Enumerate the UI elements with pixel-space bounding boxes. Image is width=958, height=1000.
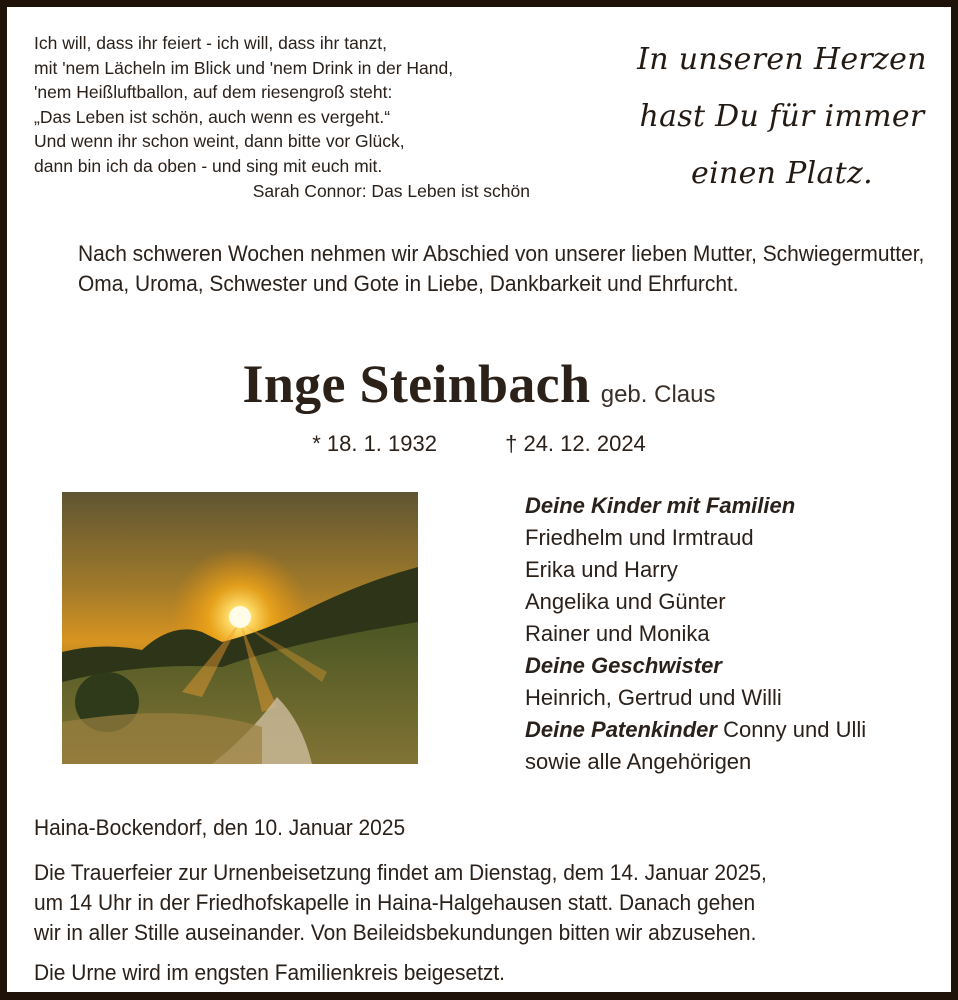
ceremony-line: um 14 Uhr in der Friedhofskapelle in Haina-Halgehausen statt. Danach gehen [34, 890, 756, 915]
poem-line: „Das Leben ist schön, auch wenn es vergeht.“ [34, 106, 391, 127]
children-heading: Deine Kinder mit Familien [525, 493, 796, 518]
place-and-date: Haina-Bockendorf, den 10. Januar 2025 [34, 815, 406, 840]
poem-line: dann bin ich da oben - und sing mit euch mit. [34, 155, 383, 176]
ceremony-line: wir in aller Stille auseinander. Von Beileidsbekundungen bitten wir abzusehen. [34, 920, 757, 945]
script-quote [627, 31, 937, 202]
life-dates [7, 431, 951, 457]
script-quote-line: einen Platz. [691, 156, 873, 191]
ceremony-info [34, 858, 918, 948]
child-family: Erika und Harry [525, 557, 678, 582]
siblings-heading: Deine Geschwister [525, 653, 722, 678]
script-quote-line: hast Du für immer [639, 99, 925, 134]
family-list [525, 490, 945, 778]
poem-line: mit 'nem Lächeln im Blick und 'nem Drink in der Hand, [34, 57, 454, 78]
poem-line: 'nem Heißluftballon, auf dem riesengroß steht: [34, 82, 393, 102]
deceased-name-row [7, 353, 951, 415]
intro-text: Nach schweren Wochen nehmen wir Abschied von unserer lieben Mutter, Schwiegermutter, Oma, Uroma, Schwester und Gote in Liebe, Dankbarkeit und Ehrfurcht. [78, 241, 925, 296]
godchildren-heading: Deine Patenkinder [525, 717, 717, 742]
poem-line: Und wenn ihr schon weint, dann bitte vor Glück, [34, 131, 405, 151]
obituary-notice [7, 7, 951, 992]
poem-line: Ich will, dass ihr feiert - ich will, dass ihr tanzt, [34, 33, 388, 53]
siblings-names: Heinrich, Gertrud und Willi [525, 685, 782, 710]
godchildren-row [525, 714, 945, 746]
sunset-landscape-image [62, 492, 418, 764]
sunset-photo [62, 492, 418, 764]
birth-date: * 18. 1. 1932 [312, 431, 437, 456]
poem-citation: Sarah Connor: Das Leben ist schön [252, 181, 530, 201]
child-family: Angelika und Günter [525, 589, 726, 614]
death-date: † 24. 12. 2024 [505, 431, 646, 456]
godchildren-names: Conny und Ulli [716, 717, 867, 742]
relatives-line: sowie alle Angehörigen [525, 749, 752, 774]
urn-note: Die Urne wird im engsten Familienkreis beigesetzt. [34, 960, 506, 985]
script-quote-line: In unseren Herzen [637, 42, 927, 77]
poem-block [34, 31, 544, 204]
child-family: Friedhelm und Irmtraud [525, 525, 754, 550]
maiden-name: geb. Claus [600, 381, 716, 408]
ceremony-line: Die Trauerfeier zur Urnenbeisetzung findet am Dienstag, dem 14. Januar 2025, [34, 860, 767, 885]
child-family: Rainer und Monika [525, 621, 710, 646]
deceased-name: Inge Steinbach [242, 354, 591, 414]
